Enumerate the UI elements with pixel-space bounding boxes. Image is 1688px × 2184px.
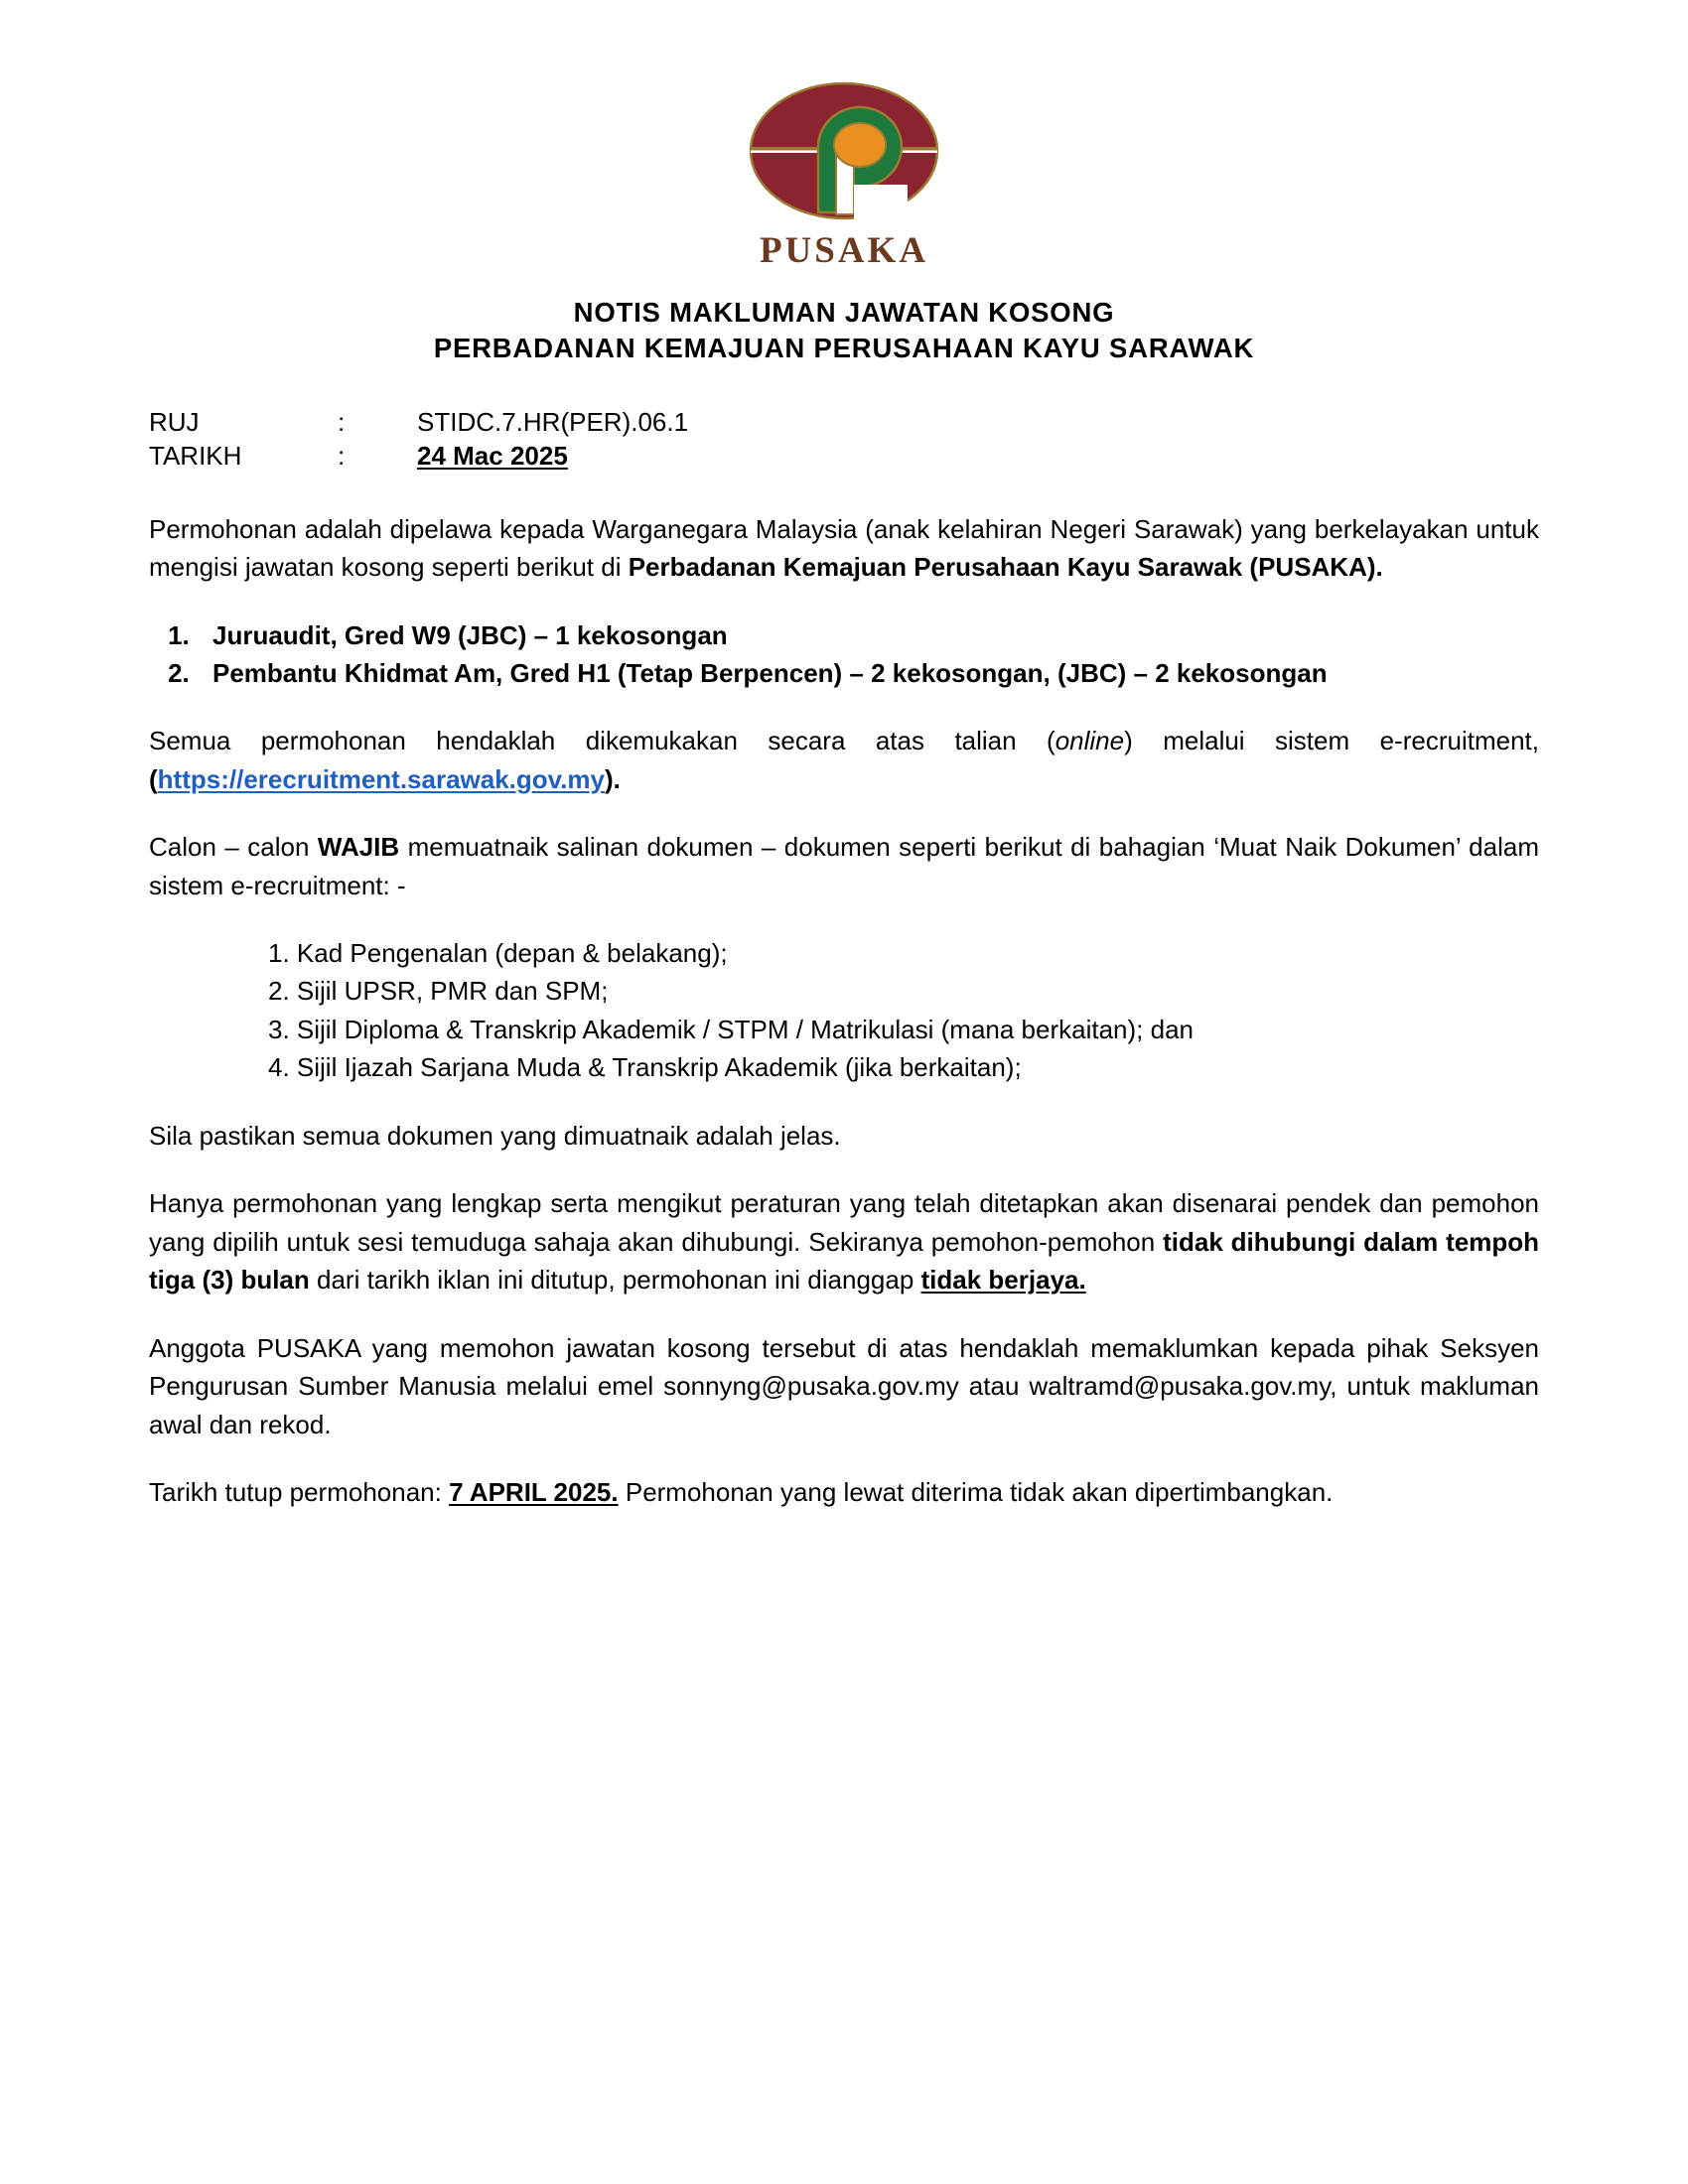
page-title-line-1: NOTIS MAKLUMAN JAWATAN KOSONG	[573, 297, 1115, 328]
required-document-4: 4. Sijil Ijazah Sarjana Muda & Transkrip Akademik (jika berkaitan);	[268, 1052, 1022, 1083]
required-documents-list	[149, 934, 1539, 1087]
ruj-label: RUJ	[149, 406, 200, 437]
document-body	[149, 405, 1539, 1512]
page-title	[0, 269, 1688, 367]
staff-notice-text-part-1: Anggota PUSAKA yang memohon jawatan kosong tersebut di atas hendaklah memaklumkan kepada pihak Seksyen Pengurusan Sumber Manusia melalui emel	[149, 1332, 1539, 1402]
erecruitment-link[interactable]: https://erecruitment.sarawak.gov.my	[157, 763, 605, 794]
reference-row-tarikh	[149, 439, 1539, 474]
reference-row-ruj	[149, 405, 1539, 440]
staff-notice-text-part-2: , untuk makluman awal dan rekod.	[149, 1371, 1539, 1439]
logo-wordmark: PUSAKA	[759, 230, 929, 271]
pusaka-emblem-icon	[749, 81, 939, 228]
vacancy-list	[149, 616, 1539, 692]
page-title-line-2: PERBADANAN KEMAJUAN PERUSAHAAN KAYU SARAWAK	[433, 333, 1255, 364]
required-document-2: 2. Sijil UPSR, PMR dan SPM;	[268, 976, 609, 1007]
vacancy-item-2-label: Pembantu Khidmat Am, Gred H1 (Tetap Berpencen) – 2 kekosongan, (JBC) – 2 kekosongan	[212, 657, 1328, 688]
tarikh-label: TARIKH	[149, 441, 242, 472]
open-paren: (	[149, 763, 158, 794]
ruj-value: STIDC.7.HR(PER).06.1	[417, 406, 689, 437]
vacancy-item-2	[197, 654, 1539, 692]
intro-text: Permohonan adalah dipelawa kepada Warganegara Malaysia (anak kelahiran Negeri Sarawak) yang berkelayakan untuk mengisi jawatan kosong seperti berikut di	[149, 513, 1539, 583]
wajib-keyword: WAJIB	[317, 832, 400, 863]
closing-date-paragraph	[149, 1473, 1539, 1511]
shortlist-text-part-1: Hanya permohonan yang lengkap serta mengikut peraturan yang telah ditetapkan akan disenarai pendek dan pemohon yang dipilih untuk sesi temuduga sahaja akan dihubungi. Sekiranya pemohon-pemohon	[149, 1188, 1539, 1257]
online-italic-word: online	[1055, 726, 1125, 756]
closing-text-part-2: Permohonan yang lewat diterima tidak akan dipertimbangkan.	[618, 1477, 1334, 1508]
document-clarity-note: Sila pastikan semua dokumen yang dimuatnaik adalah jelas.	[149, 1120, 841, 1151]
online-text-part-1: Semua permohonan hendaklah dikemukakan secara atas talian (	[149, 726, 1055, 756]
wajib-text-part-2: memuatnaik salinan dokumen – dokumen seperti berikut di bahagian ‘Muat Naik Dokumen’ dalam sistem e-recruitment: -	[149, 832, 1539, 900]
hr-email-secondary: waltramd@pusaka.gov.my	[1029, 1371, 1331, 1402]
vacancy-item-1	[197, 616, 1539, 654]
required-document-3: 3. Sijil Diploma & Transkrip Akademik / STPM / Matrikulasi (mana berkaitan); dan	[268, 1014, 1195, 1044]
reference-block	[149, 405, 1539, 474]
intro-org-name: Perbadanan Kemajuan Perusahaan Kayu Sarawak (PUSAKA).	[628, 552, 1383, 583]
staff-notice-paragraph	[149, 1329, 1539, 1443]
mandatory-documents-paragraph	[149, 828, 1539, 904]
hr-email-primary: sonnyng@pusaka.gov.my	[663, 1371, 959, 1402]
ruj-colon: :	[338, 406, 346, 437]
online-text-part-2: ) melalui sistem e-recruitment,	[1124, 726, 1539, 756]
intro-paragraph	[149, 510, 1539, 587]
staff-notice-conjunction: atau	[958, 1371, 1030, 1402]
shortlist-bold-phrase: tidak dihubungi dalam tempoh tiga (3) bulan	[149, 1226, 1540, 1296]
close-paren: ).	[605, 763, 621, 794]
required-document-1: 1. Kad Pengenalan (depan & belakang);	[268, 938, 728, 968]
shortlist-unsuccessful-phrase: tidak berjaya.	[920, 1265, 1086, 1296]
wajib-text-part-1: Calon – calon	[149, 832, 318, 863]
tarikh-colon: :	[338, 441, 346, 472]
vacancy-item-1-label: Juruaudit, Gred W9 (JBC) – 1 kekosongan	[212, 619, 728, 650]
closing-date-value: 7 APRIL 2025.	[449, 1477, 619, 1508]
shortlist-text-part-2: dari tarikh iklan ini ditutup, permohonan ini dianggap	[309, 1265, 921, 1296]
tarikh-value: 24 Mac 2025	[417, 441, 568, 472]
online-application-paragraph	[149, 722, 1539, 798]
organization-logo	[0, 0, 1688, 269]
closing-text-part-1: Tarikh tutup permohonan:	[149, 1477, 450, 1508]
shortlist-paragraph	[149, 1184, 1539, 1298]
pusaka-emblem-svg	[749, 81, 939, 228]
